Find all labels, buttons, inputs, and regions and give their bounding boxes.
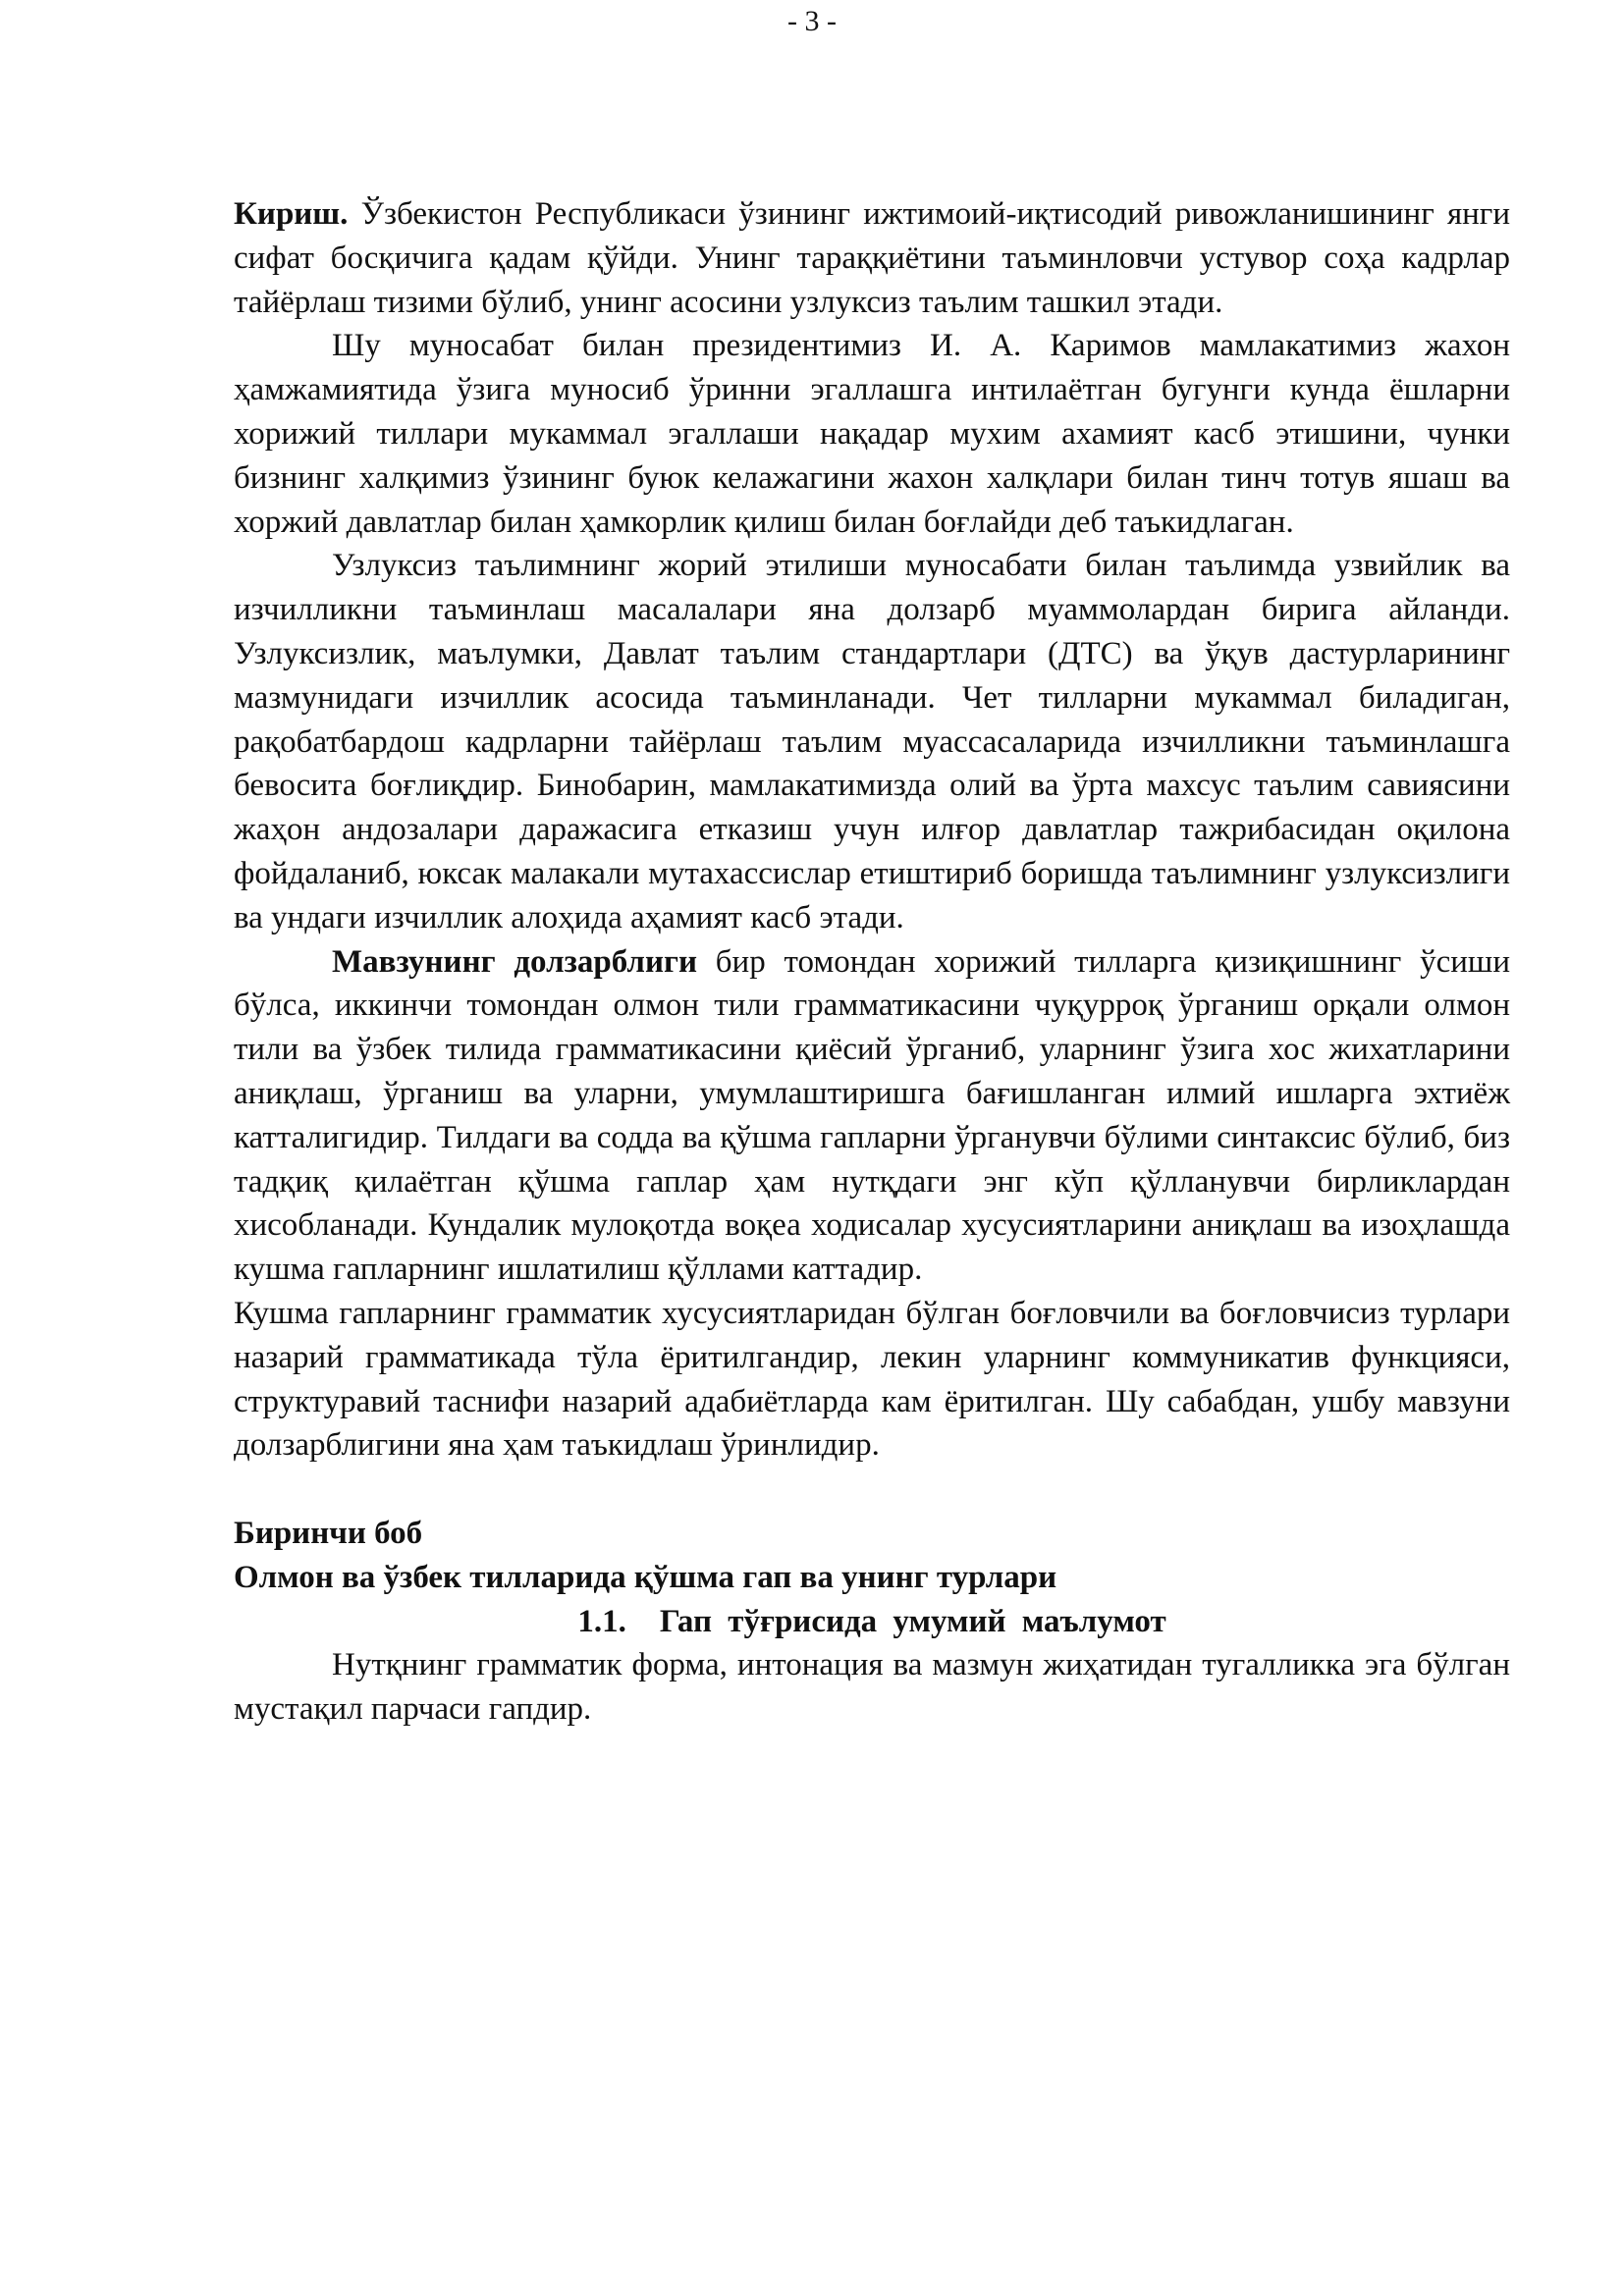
paragraph-2: Шу муносабат билан президентимиз И. А. Каримов мамлакатимиз жахон ҳамжамиятида ўзига муносиб ўринни эгаллашга интилаётган бугунги кунда ёшларни хорижий тиллари мукаммал эгаллаши нақадар мухим ахамият касб этишини, чунки бизнинг халқимиз ўзининг буюк келажагини жахон халқлари билан тинч тотув яшаш ва хоржий давлатлар билан ҳамкорлик қилиш билан боғлайди деб таъкидлаган. — [234, 328, 1510, 540]
section-number: 1.1. — [577, 1603, 626, 1639]
relevance-lead: Мавзунинг долзарблиги — [332, 943, 697, 980]
paragraph-3: Узлуксиз таълимнинг жорий этилиши муносабати билан таълимда узвийлик ва изчилликни таъминлаш масалалари яна долзарб муаммолардан бирига айланди. Узлуксизлик, маълумки, Давлат таълим стандартлари (ДТС) ва ўқув дастурларининг мазмунидаги изчиллик асосида таъминланади. Чет тилларни мукаммал биладиган, рақобатбардош кадрларни тайёрлаш таълим муассасаларида изчилликни таъминлашга бевосита боғлиқдир. Бинобарин, мамлакатимизда олий ва ўрта махсус таълим савиясини жаҳон андозалари даражасига етказиш учун илғор давлатлар тажрибасидан оқилона фойдаланиб, юксак малакали мутахассислар етиштириб боришда таълимнинг узлуксизлиги ва ундаги изчиллик алоҳида аҳамият касб этади. — [234, 548, 1510, 935]
paragraph-5: Кушма гапларнинг грамматик хусусиятларидан бўлган боғловчили ва боғловчисиз турлари назарий грамматикада тўла ёритилгандир, лекин уларнинг коммуникатив функцияси, структуравий таснифи назарий адабиётларда кам ёритилган. Шу сабабдан, ушбу мавзуни долзарблигини яна ҳам таъкидлаш ўринлидир. — [234, 1295, 1510, 1464]
section-heading — [234, 1600, 1510, 1644]
page-number: - 3 - — [787, 5, 837, 37]
document-body — [234, 192, 1510, 1732]
chapter-label: Биринчи боб — [234, 1515, 423, 1551]
intro-text: Ўзбекистон Республикаси ўзининг ижтимоий-иқтисодий ривожланишининг янги сифат босқичига қадам қўйди. Унинг тараққиётини таъминловчи устувор соҳа кадрлар тайёрлаш тизими бўлиб, унинг асосини узлуксиз таълим ташкил этади. — [234, 196, 1510, 320]
intro-paragraph — [234, 192, 1510, 324]
relevance-text: бир томондан хорижий тилларга қизиқишнинг ўсиши бўлса, иккинчи томондан олмон тили грамматикасини чуқурроқ ўрганиш орқали олмон тили ва ўзбек тилида грамматикасини қиёсий ўрганиб, уларнинг ўзига хос жихатларини аниқлаш, ўрганиш ва уларни, умумлаштиришга бағишланган илмий ишларга эхтиёж катталигидир. Тилдаги ва содда ва қўшма гапларни ўрганувчи бўлими синтаксис бўлиб, биз тадқиқ қилаётган қўшма гаплар ҳам нутқдаги энг кўп қўлланувчи бирликлардан хисобланади. Кундалик мулоқотда воқеа ходисалар хусусиятларини аниқлаш ва изоҳлашда кушма гапларнинг ишлатилиш қўллами каттадир. — [234, 943, 1510, 1288]
paragraph-6: Нутқнинг грамматик форма, интонация ва мазмун жиҳатидан тугалликка эга бўлган мустақил парчаси гапдир. — [234, 1647, 1510, 1728]
section-title: Гап тўғрисида умумий маълумот — [659, 1603, 1166, 1639]
chapter-title: Олмон ва ўзбек тилларида қўшма гап ва унинг турлари — [234, 1559, 1057, 1595]
intro-lead: Кириш. — [234, 196, 349, 232]
spacer — [234, 1468, 1510, 1512]
relevance-paragraph — [234, 940, 1510, 1292]
